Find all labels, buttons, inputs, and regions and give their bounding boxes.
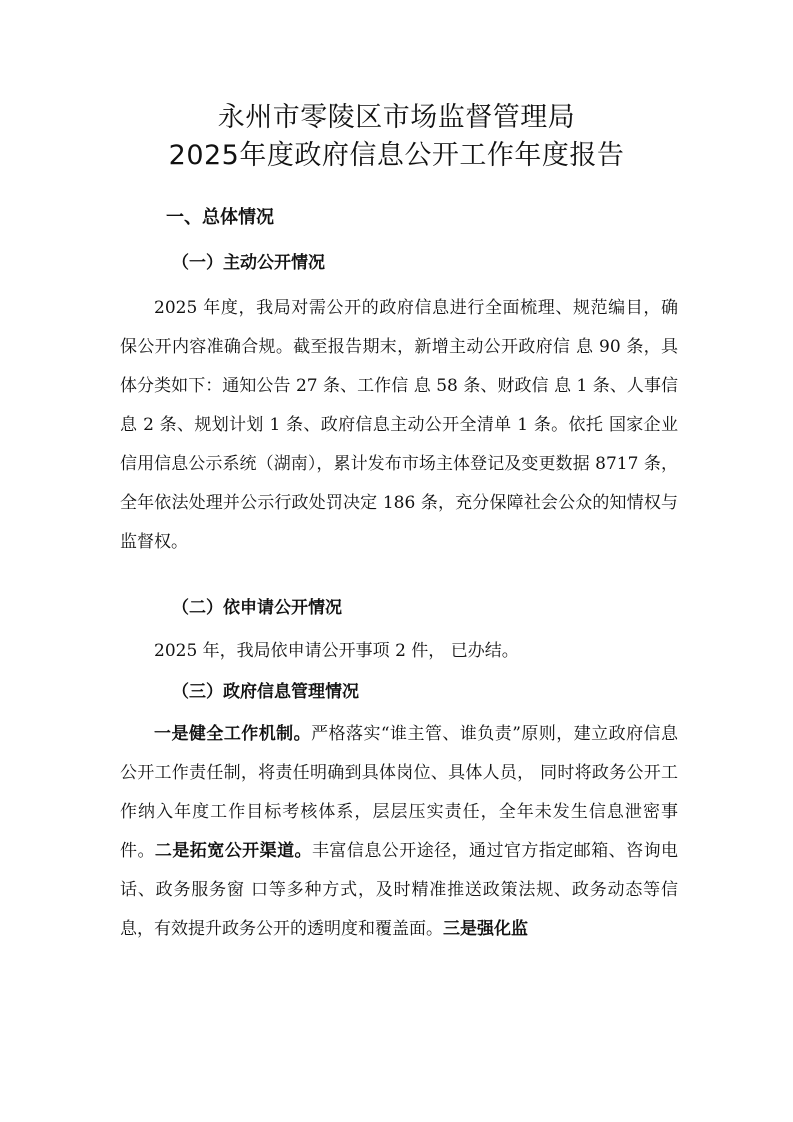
text-mechanism: 严格落实“谁主管、谁负责”原则，建立政府信息公开工作责任制，将责任明确到具体岗位、具体人员， 同时将政务公开工作纳入年度工作目标考核体系，层层压实责任，全年未发生信息泄密事件。: [120, 724, 679, 861]
document-title-line2: 2025年度政府信息公开工作年度报告: [168, 140, 625, 171]
text-channels: 丰富信息公开途径，通过官方指定邮箱、咨询电话、政务服务窗 口等多种方式，及时精准推送政策法规、政务动态等信息，有效提升政务公开的透明度和覆盖面。: [120, 841, 679, 939]
paragraph-information-management: [120, 715, 678, 949]
paragraph-application-disclosure: 2025 年，我局依申请公开事项 2 件， 已办结。: [154, 641, 519, 661]
paragraph-proactive-disclosure: 2025 年度，我局对需公开的政府信息进行全面梳理、规范编目，确保公开内容准确合规。截至报告期末，新增主动公开政府信 息 90 条，具体分类如下：通知公告 27 条、工作信 息 58 条、财政信 息 1 条、人事信 息 2 条、规划计划 1 条、政府信息主动公开全清单 1 条。依托 国家企业信用信息公示系统（湖南），累计发布市场主体登记及变更数据 8717 条，全年依法处理并公示行政处罚决定 186 条，充分保障社会公众的知情权与监督权。: [120, 298, 678, 552]
lead-phrase-mechanism: 一是健全工作机制。: [154, 724, 312, 744]
section-heading-overview: 一、总体情况: [166, 207, 274, 228]
subsection-heading-proactive-disclosure: （一）主动公开情况: [172, 253, 325, 273]
subsection-heading-application-disclosure: （二）依申请公开情况: [172, 598, 342, 618]
subsection-heading-information-management: （三）政府信息管理情况: [172, 682, 359, 702]
document-title-line1: 永州市零陵区市场监督管理局: [217, 102, 576, 133]
lead-phrase-channels: 二是拓宽公开渠道。: [154, 841, 312, 861]
lead-phrase-supervision: 三是强化监: [443, 919, 528, 939]
